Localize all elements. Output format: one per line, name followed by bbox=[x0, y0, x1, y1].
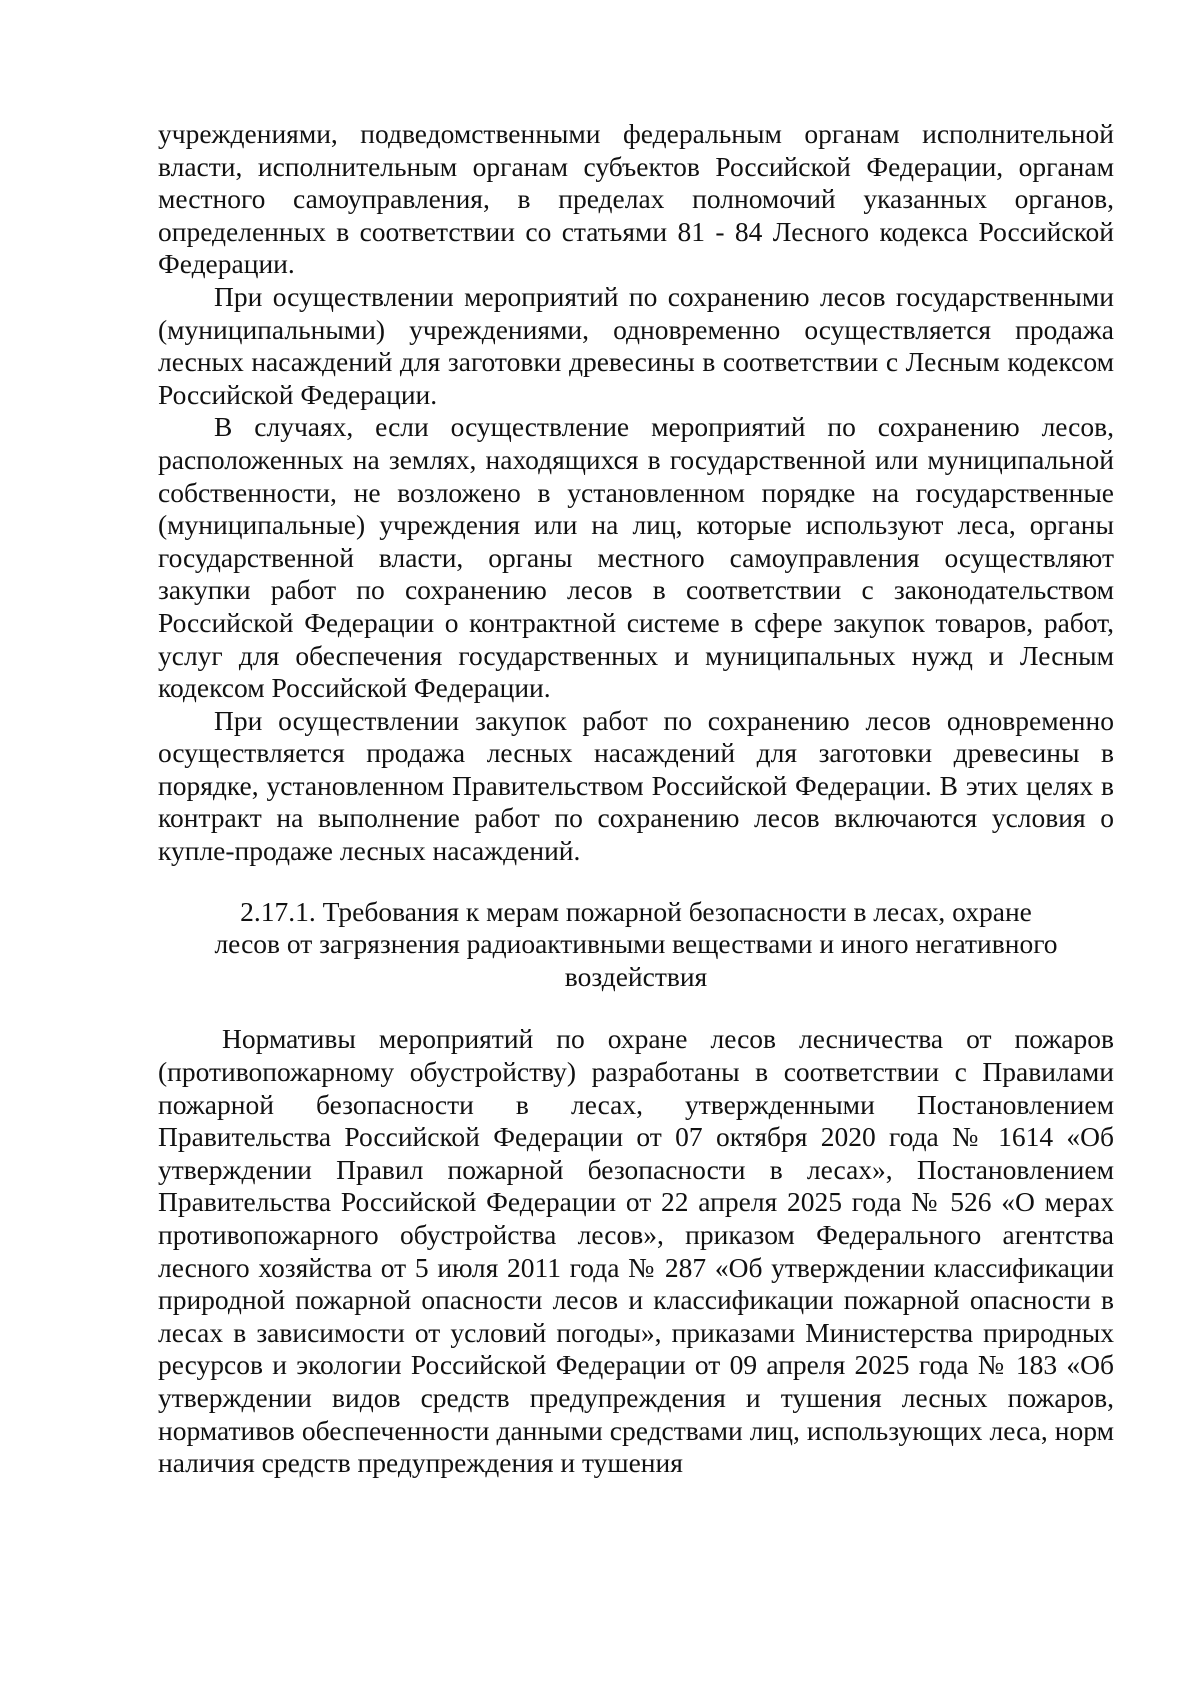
paragraph-fire-norms: Нормативы мероприятий по охране лесов лесничества от пожаров (противопожарному обустройству) разработаны в соответствии с Правилами пожарной безопасности в лесах, утвержденными Постановлением Правительства Российской Федерации от 07 октября 2020 года № 1614 «Об утверждении Правил пожарной безопасности в лесах», Постановлением Правительства Российской Федерации от 22 апреля 2025 года № 526 «О мерах противопожарного обустройства лесов», приказом Федерального агентства лесного хозяйства от 5 июля 2011 года № 287 «Об утверждении классификации природной пожарной опасности лесов и классификации пожарной опасности в лесах в зависимости от условий погоды», приказами Министерства природных ресурсов и экологии Российской Федерации от 09 апреля 2025 года № 183 «Об утверждении видов средств предупреждения и тушения лесных пожаров, нормативов обеспеченности данными средствами лиц, использующих леса, норм наличия средств предупреждения и тушения bbox=[158, 1023, 1114, 1479]
spacer bbox=[158, 993, 1114, 1023]
section-heading-line: 2.17.1. Требования к мерам пожарной безопасности в лесах, охране bbox=[240, 895, 1032, 927]
section-heading-line: воздействия bbox=[564, 960, 708, 992]
paragraph-sale-by-institutions: При осуществлении мероприятий по сохранению лесов государственными (муниципальными) учреждениями, одновременно осуществляется продажа лесных насаждений для заготовки древесины в соответствии с Лесным кодексом Российской Федерации. bbox=[158, 280, 1114, 410]
paragraph-procurement-sale: При осуществлении закупок работ по сохранению лесов одновременно осуществляется продажа лесных насаждений для заготовки древесины в порядке, установленном Правительством Российской Федерации. В этих целях в контракт на выполнение работ по сохранению лесов включаются условия о купле-продаже лесных насаждений. bbox=[158, 704, 1114, 867]
paragraph-procurement-cases: В случаях, если осуществление мероприятий по сохранению лесов, расположенных на землях, находящихся в государственной или муниципальной собственности, не возложено в установленном порядке на государственные (муниципальные) учреждения или на лиц, которые используют леса, органы государственной власти, органы местного самоуправления осуществляют закупки работ по сохранению лесов в соответствии с законодательством Российской Федерации о контрактной системе в сфере закупок товаров, работ, услуг для обеспечения государственных и муниципальных нужд и Лесным кодексом Российской Федерации. bbox=[158, 411, 1114, 704]
paragraph-institutions: учреждениями, подведомственными федеральным органам исполнительной власти, исполнительным органам субъектов Российской Федерации, органам местного самоуправления, в пределах полномочий указанных органов, определенных в соответствии со статьями 81 - 84 Лесного кодекса Российской Федерации. bbox=[158, 118, 1114, 280]
document-page bbox=[158, 118, 1114, 1480]
section-heading-line: лесов от загрязнения радиоактивными веществами и иного негативного bbox=[214, 928, 1058, 960]
section-heading bbox=[158, 896, 1114, 994]
